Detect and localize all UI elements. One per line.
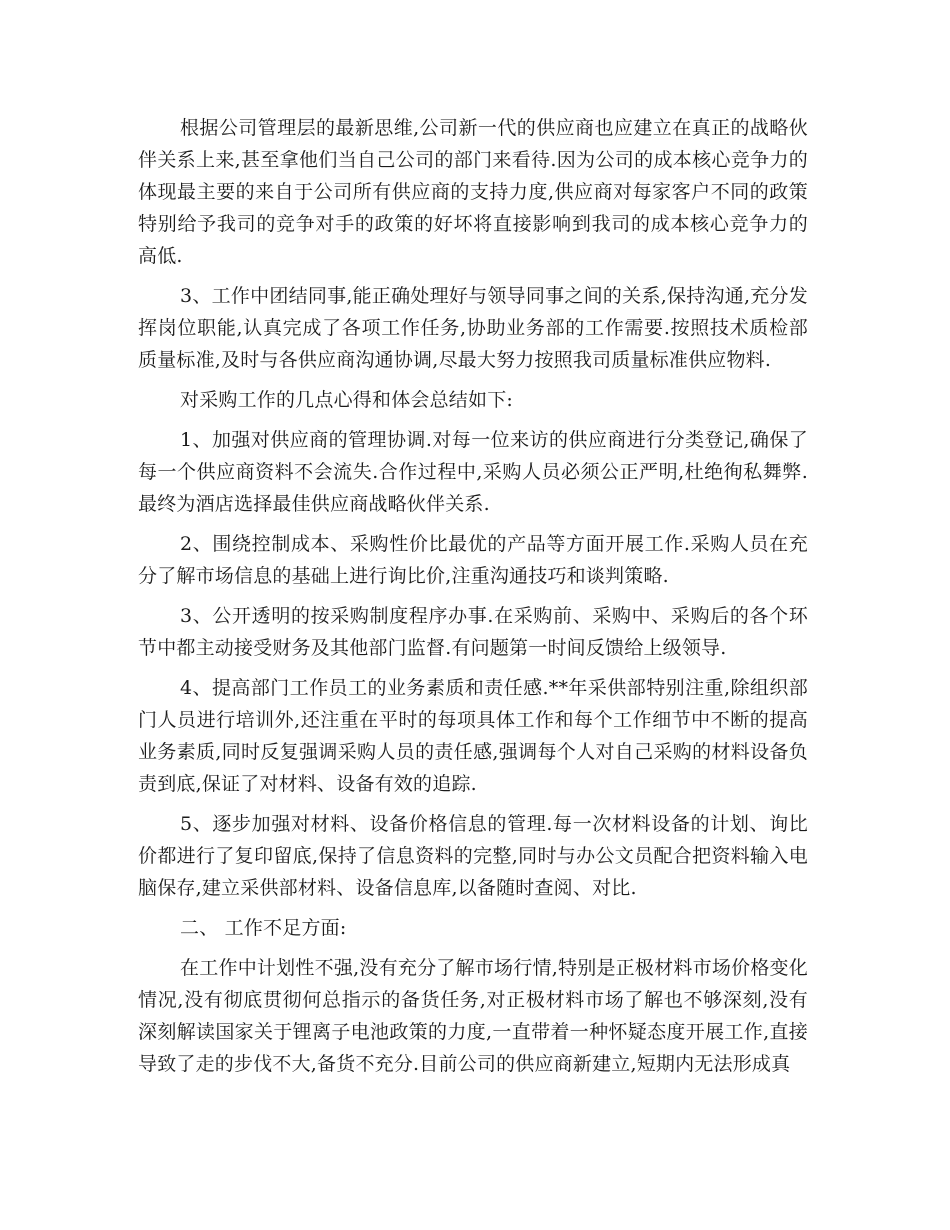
paragraph-shortcomings: 在工作中计划性不强,没有充分了解市场行情,特别是正极材料市场价格变化情况,没有彻底贯彻何总指示的备货任务,对正极材料市场了解也不够深刻,没有深刻解读国家关于锂离子电池政策的力度,一直带着一种怀疑态度开展工作,直接导致了走的步伐不大,备货不充分.目前公司的供应商新建立,短期内无法形成真 — [138, 957, 808, 1075]
document-page — [138, 112, 808, 1080]
paragraph-summary-intro: 对采购工作的几点心得和体会总结如下: — [180, 389, 514, 411]
section-heading-shortcomings: 二、 工作不足方面: — [180, 917, 347, 939]
paragraph-point-1: 1、加强对供应商的管理协调.对每一位来访的供应商进行分类登记,确保了每一个供应商资料不会流失.合作过程中,采购人员必须公正严明,杜绝徇私舞弊.最终为酒店选择最佳供应商战略伙伴关系. — [138, 429, 808, 515]
paragraph-point-3: 3、公开透明的按采购制度程序办事.在采购前、采购中、采购后的各个环节中都主动接受财务及其他部门监督.有问题第一时间反馈给上级领导. — [138, 605, 808, 659]
paragraph-point-2: 2、围绕控制成本、采购性价比最优的产品等方面开展工作.采购人员在充分了解市场信息的基础上进行询比价,注重沟通技巧和谈判策略. — [138, 533, 808, 587]
paragraph-item-3-teamwork: 3、工作中团结同事,能正确处理好与领导同事之间的关系,保持沟通,充分发挥岗位职能,认真完成了各项工作任务,协助业务部的工作需要.按照技术质检部质量标准,及时与各供应商沟通协调,尽最大努力按照我司质量标准供应物料. — [138, 285, 808, 371]
paragraph-strategic-partnership: 根据公司管理层的最新思维,公司新一代的供应商也应建立在真正的战略伙伴关系上来,甚至拿他们当自己公司的部门来看待.因为公司的成本核心竞争力的体现最主要的来自于公司所有供应商的支持力度,供应商对每家客户不同的政策特别给予我司的竞争对手的政策的好坏将直接影响到我司的成本核心竞争力的高低. — [138, 117, 808, 267]
paragraph-point-4: 4、提高部门工作员工的业务素质和责任感.**年采供部特别注重,除组织部门人员进行培训外,还注重在平时的每项具体工作和每个工作细节中不断的提高业务素质,同时反复强调采购人员的责任感,强调每个人对自己采购的材料设备负责到底,保证了对材料、设备有效的追踪. — [138, 677, 808, 795]
paragraph-point-5: 5、逐步加强对材料、设备价格信息的管理.每一次材料设备的计划、询比价都进行了复印留底,保持了信息资料的完整,同时与办公文员配合把资料输入电脑保存,建立采供部材料、设备信息库,以备随时查阅、对比. — [138, 813, 808, 899]
